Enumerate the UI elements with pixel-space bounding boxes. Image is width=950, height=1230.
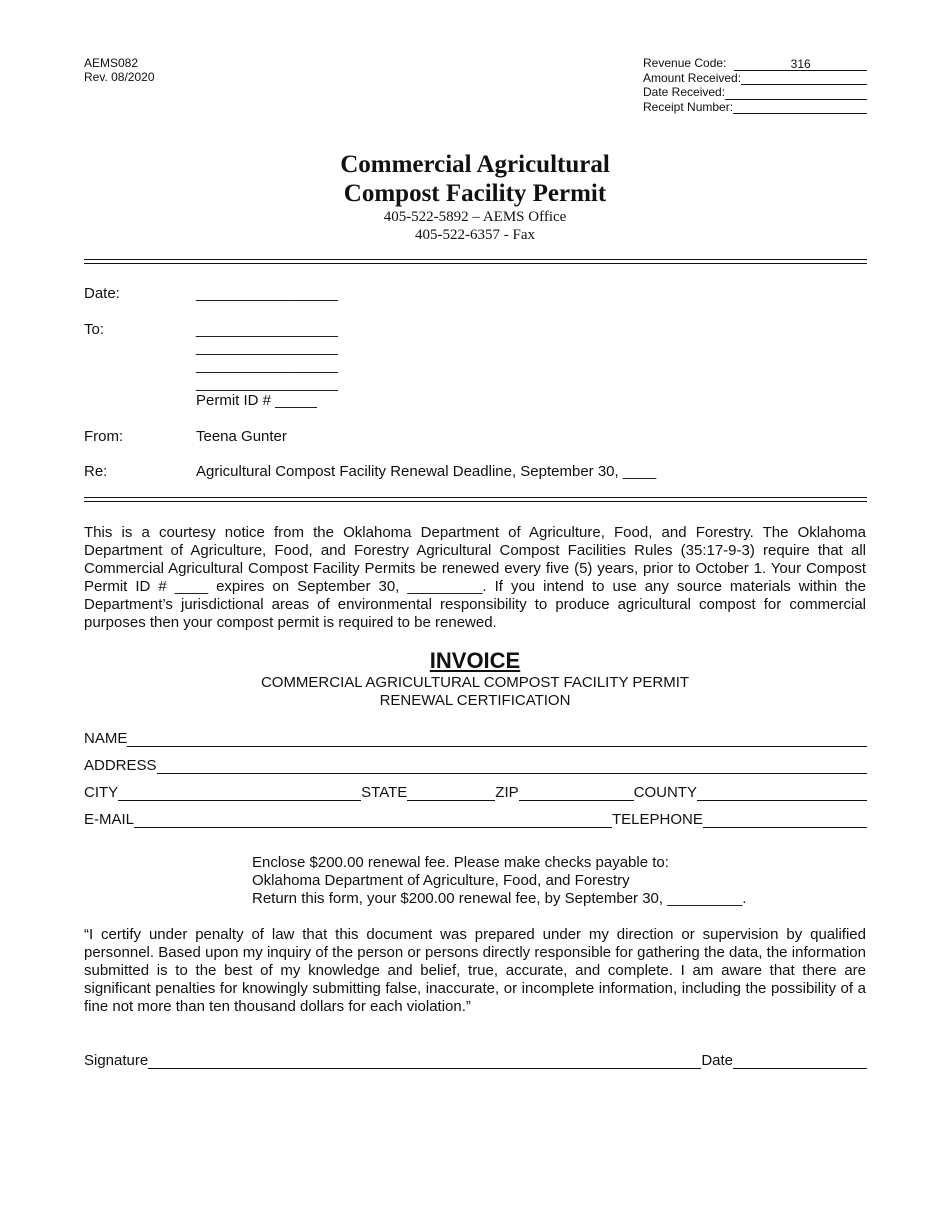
memo-date-label: Date:	[84, 285, 120, 302]
zip-label: ZIP	[495, 784, 519, 801]
revenue-code-label: Revenue Code:	[643, 56, 727, 70]
memo-permit-id: Permit ID # _____	[196, 392, 317, 409]
page-title-line1: Commercial Agricultural	[340, 151, 610, 178]
invoice-header	[0, 648, 950, 710]
office-phone: 405-522-5892 – AEMS Office	[383, 209, 567, 225]
payment-line-2: Oklahoma Department of Agriculture, Food, and Forestry	[252, 872, 630, 889]
city-label: CITY	[84, 784, 119, 801]
invoice-subtitle-1: COMMERCIAL AGRICULTURAL COMPOST FACILITY PERMIT	[260, 674, 690, 691]
revenue-code-field[interactable]: 316	[734, 59, 867, 71]
page-title-line2: Compost Facility Permit	[343, 180, 607, 207]
zip-field[interactable]	[519, 786, 634, 801]
receipt-number-label: Receipt Number:	[643, 99, 734, 114]
memo-re-label: Re:	[84, 463, 108, 480]
memo-to-blank-3[interactable]: _________________	[196, 357, 338, 374]
name-row	[84, 729, 867, 747]
payment-line-3: Return this form, your $200.00 renewal fee, by September 30, _________.	[252, 890, 747, 907]
county-field[interactable]	[697, 786, 867, 801]
certification-statement: “I certify under penalty of law that this document was prepared under my direction or supervision by qualified personnel. Based upon my inquiry of the person or persons directly responsible for gathering the data, the information submitted is to the best of my knowledge and belief, true, accurate, and complete. I am aware that there are significant penalties for knowingly submitting false, inaccurate, or incomplete information, including the possibility of a fine not more than ten thousand dollars for each violation.”	[84, 926, 866, 1015]
address-label: ADDRESS	[84, 757, 157, 774]
name-label: NAME	[84, 730, 128, 747]
amount-received-row	[643, 71, 867, 86]
city-field[interactable]	[118, 786, 361, 801]
address-row	[84, 756, 867, 774]
memo-date-blank[interactable]: _________________	[196, 285, 338, 302]
memo-from-value: Teena Gunter	[196, 428, 287, 445]
invoice-title: INVOICE	[429, 648, 521, 673]
memo-to-blank-2[interactable]: _________________	[196, 339, 338, 356]
form-revision: Rev. 08/2020	[84, 70, 155, 84]
memo-from-label: From:	[84, 428, 124, 445]
memo-to-blank-4[interactable]: _________________	[196, 375, 338, 392]
invoice-subtitle-2: RENEWAL CERTIFICATION	[379, 692, 571, 709]
county-label: COUNTY	[633, 784, 697, 801]
state-label: STATE	[361, 784, 408, 801]
amount-received-field[interactable]	[741, 73, 867, 85]
city-row	[84, 783, 867, 801]
receipt-number-field[interactable]	[733, 102, 867, 114]
memo-to-blank-1[interactable]: _________________	[196, 321, 338, 338]
signature-date-field[interactable]	[733, 1054, 867, 1069]
date-received-row	[643, 85, 867, 100]
signature-date-label: Date	[701, 1052, 733, 1069]
payment-line-1: Enclose $200.00 renewal fee. Please make checks payable to:	[252, 854, 669, 871]
date-received-field[interactable]	[725, 88, 867, 100]
email-field[interactable]	[134, 813, 612, 828]
amount-received-label: Amount Received:	[643, 70, 742, 85]
signature-label: Signature	[84, 1052, 149, 1069]
name-field[interactable]	[127, 732, 867, 747]
revenue-code-row	[643, 56, 867, 71]
date-received-label: Date Received:	[643, 85, 726, 99]
email-row	[84, 810, 867, 828]
form-code: AEMS082	[84, 56, 139, 70]
state-field[interactable]	[407, 786, 495, 801]
address-field[interactable]	[157, 759, 867, 774]
memo-to-label: To:	[84, 321, 105, 338]
page-title-block	[0, 150, 950, 244]
notice-paragraph: This is a courtesy notice from the Oklahoma Department of Agriculture, Food, and Forestry. The Oklahoma Department of Agriculture, Food, and Forestry Agricultural Compost Facilities Rules (35:17-9-3) require that all Commercial Agricultural Compost Facility Permits be renewed every five (5) years, prior to October 1. Your Compost Permit ID # ____ expires on September 30, _________. If you intend to use any source materials within the Department’s jurisdictional areas of environmental responsibility to produce agricultural compost for commercial purposes then your compost permit is required to be renewed.	[84, 524, 866, 631]
signature-row	[84, 1051, 867, 1069]
divider-bottom	[84, 497, 867, 502]
office-use-block	[643, 56, 867, 114]
telephone-field[interactable]	[703, 813, 867, 828]
divider-top	[84, 259, 867, 264]
signature-field[interactable]	[148, 1054, 701, 1069]
email-label: E-MAIL	[84, 811, 135, 828]
receipt-number-row	[643, 100, 867, 115]
telephone-label: TELEPHONE	[612, 811, 703, 828]
payment-instructions	[252, 854, 746, 908]
form-id-block	[84, 56, 155, 84]
office-fax: 405-522-6357 - Fax	[415, 227, 535, 243]
memo-re-value: Agricultural Compost Facility Renewal Deadline, September 30, ____	[196, 463, 657, 480]
